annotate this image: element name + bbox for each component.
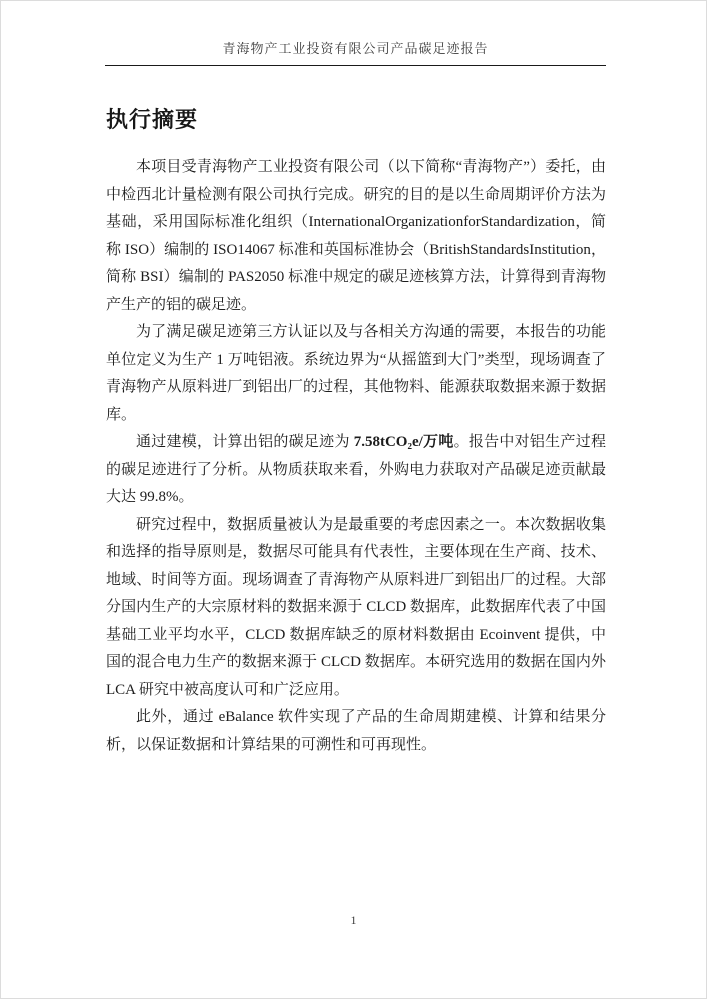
paragraph-project-intro: 本项目受青海物产工业投资有限公司（以下简称“青海物产”）委托，由中检西北计量检测有限公司执行完成。研究的目的是以生命周期评价方法为基础，采用国际标准化组织（InternationalOrganizationforStandardization，简称 ISO）编制的 ISO14067 标准和英国标准协会（BritishStandardsInstitution，简称 BSI）编制的 PAS2050 标准中规定的碳足迹核算方法，计算得到青海物产生产的铝的碳足迹。: [106, 159, 606, 313]
running-header-title: 青海物产工业投资有限公司产品碳足迹报告: [222, 41, 489, 56]
carbon-footprint-value: 7.58tCO₂e/万吨: [353, 434, 454, 450]
paragraph-result: [106, 429, 606, 512]
page-footer: [1, 913, 706, 928]
result-text-after: 。报告中对铝生产过程的碳足迹进行了分析。从物质获取来看，外购电力获取对产品碳足迹贡献最大达 99.8%。: [106, 434, 606, 505]
paragraph-software: 此外，通过 eBalance 软件实现了产品的生命周期建模、计算和结果分析，以保证数据和计算结果的可溯性和可再现性。: [106, 709, 606, 753]
page-number: 1: [350, 913, 357, 927]
paragraph-data-quality: 研究过程中，数据质量被认为是最重要的考虑因素之一。本次数据收集和选择的指导原则是，数据尽可能具有代表性，主要体现在生产商、技术、地域、时间等方面。现场调查了青海物产从原料进厂到铝出厂的过程。大部分国内生产的大宗原材料的数据来源于 CLCD 数据库，此数据库代表了中国基础工业平均水平，CLCD 数据库缺乏的原材料数据由 Ecoinvent 提供，中国的混合电力生产的数据来源于 CLCD 数据库。本研究选用的数据在国内外 LCA 研究中被高度认可和广泛应用。: [106, 516, 606, 698]
paragraph-functional-unit: 为了满足碳足迹第三方认证以及与各相关方沟通的需要，本报告的功能单位定义为生产 1 万吨铝液。系统边界为“从摇篮到大门”类型，现场调查了青海物产从原料进厂到铝出厂的过程，其他物料、能源获取数据来源于数据库。: [106, 324, 606, 423]
page-header: [105, 39, 606, 66]
header-rule: [105, 65, 606, 66]
document-body: [106, 154, 606, 759]
section-title: 执行摘要: [106, 107, 199, 132]
result-text-before: 通过建模，计算出铝的碳足迹为: [136, 434, 354, 450]
